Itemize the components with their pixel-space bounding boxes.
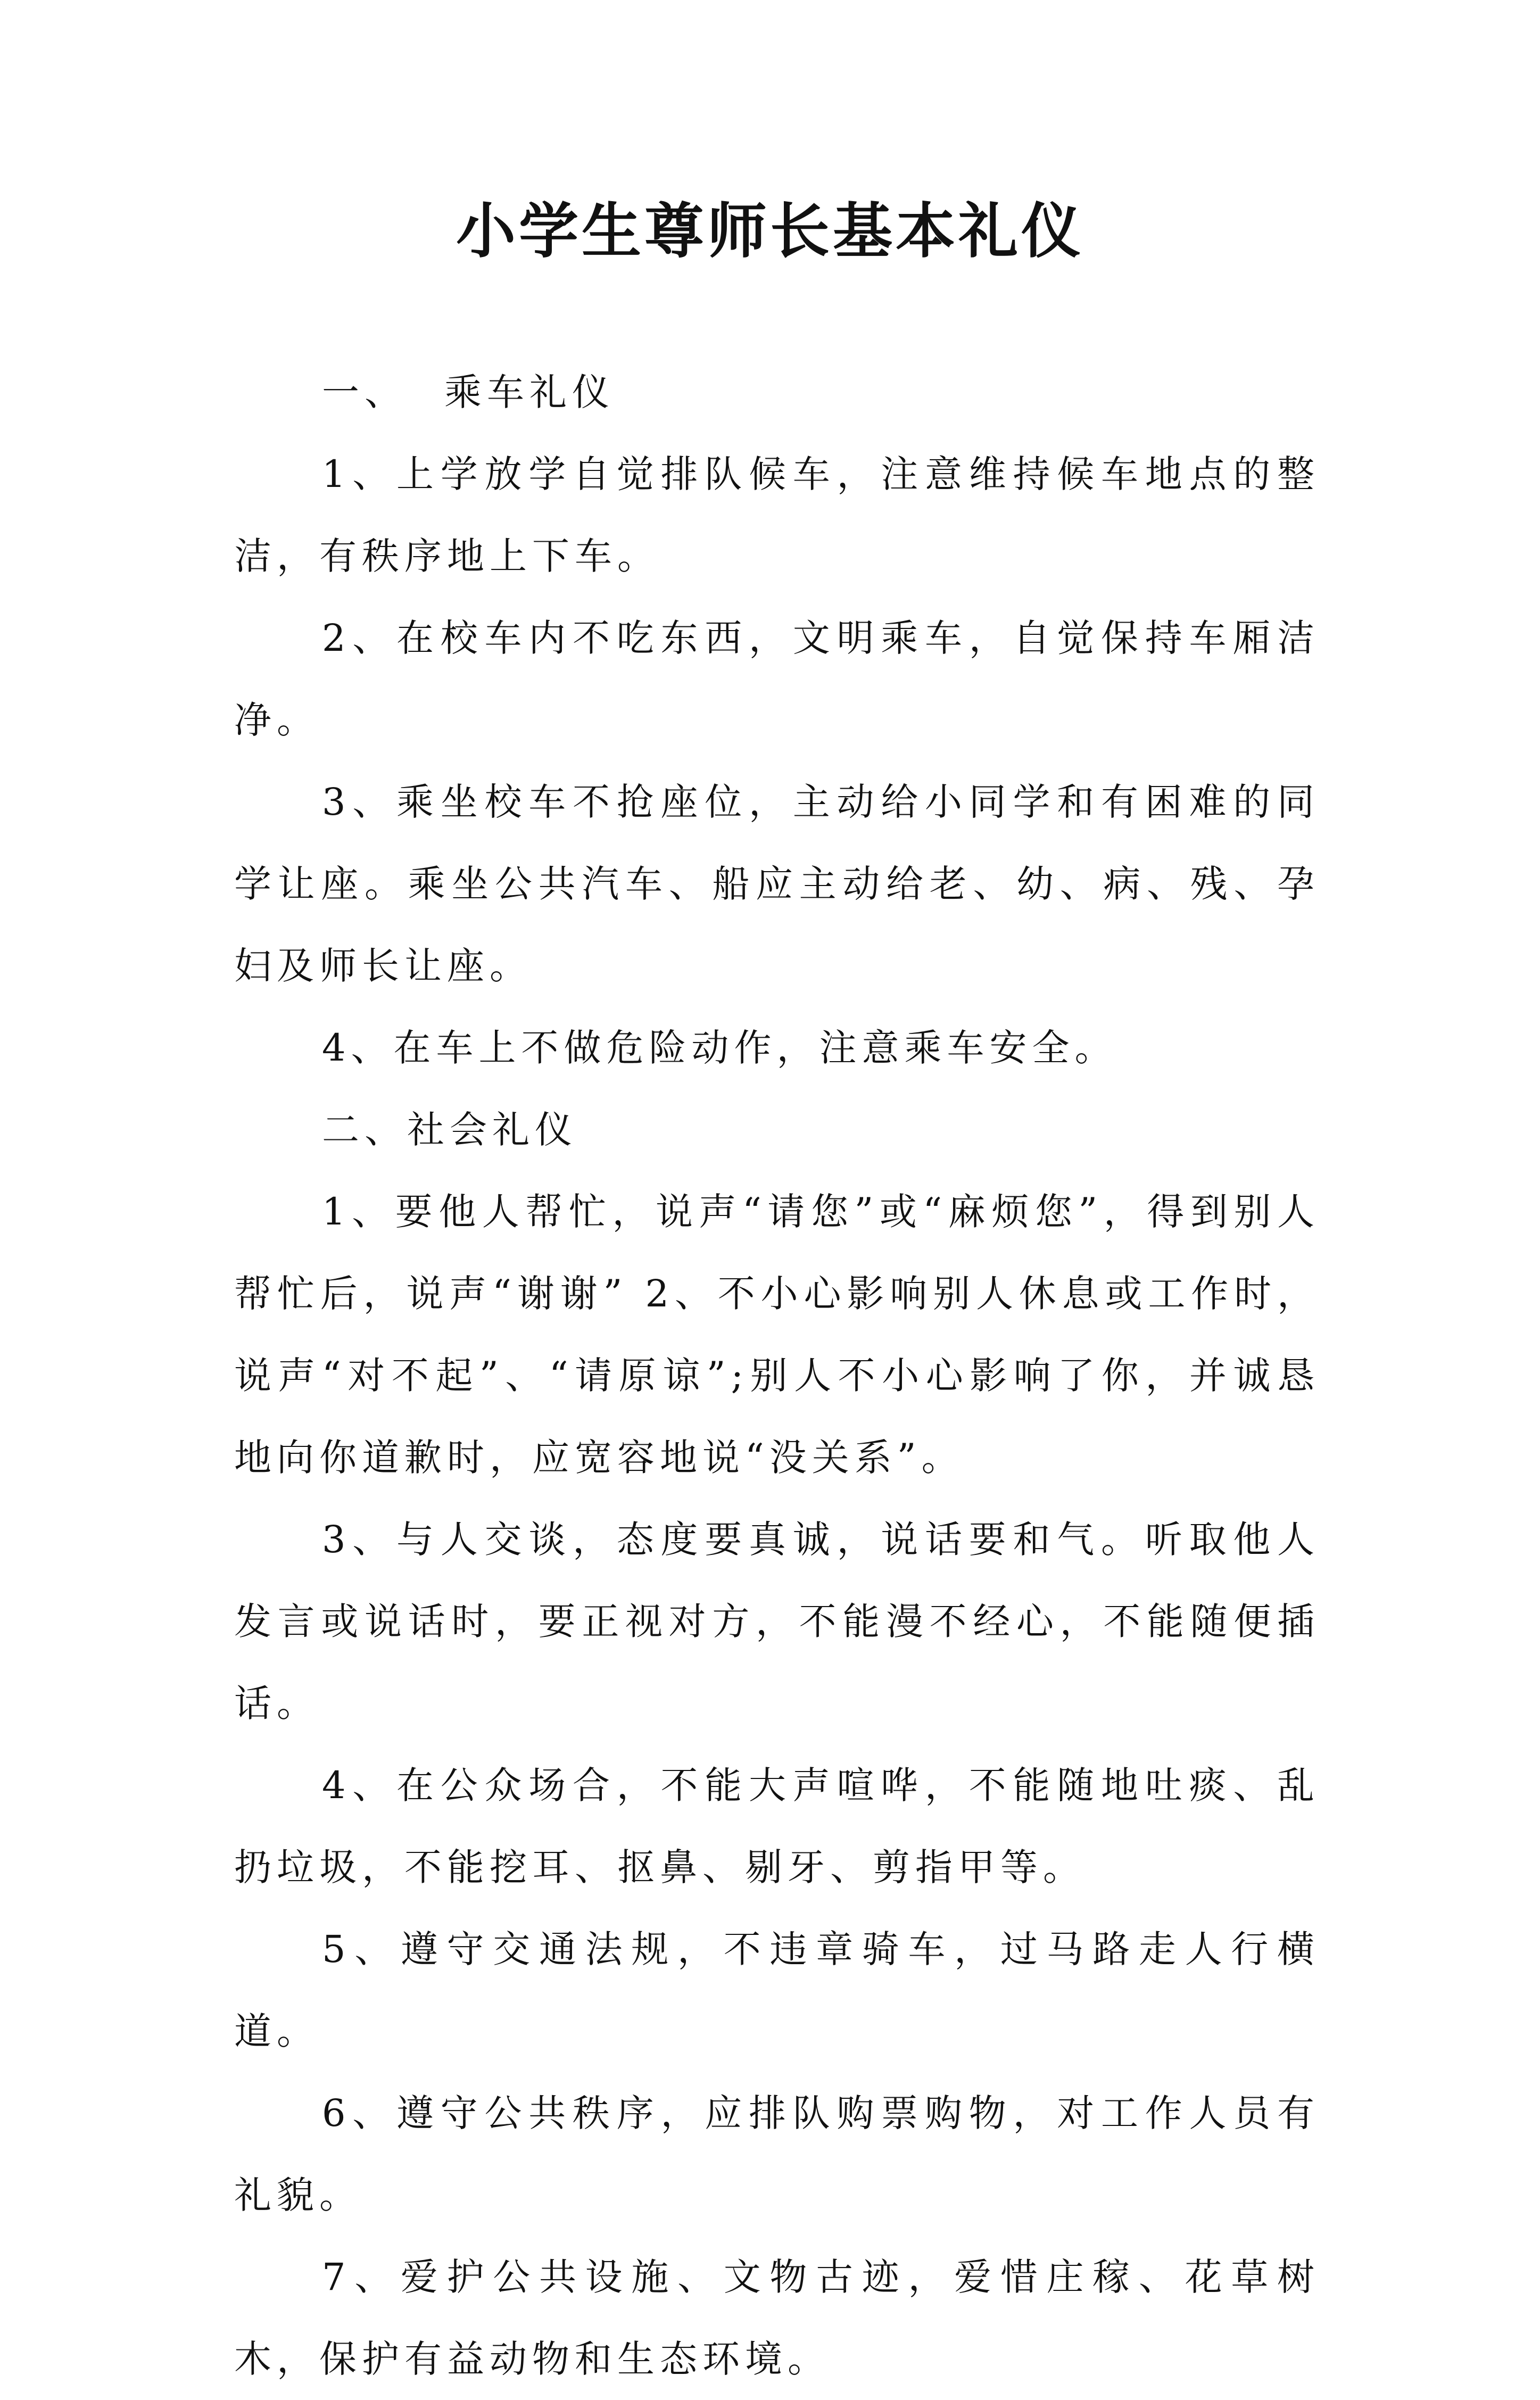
section-2-heading: 二、社会礼仪 (322, 1108, 577, 1152)
section-2-item-6: 6、遵守公共秩序，应排队购票购物，对工作人员有礼貌。 (234, 2091, 1320, 2217)
section-1-item-4: 4、在车上不做危险动作，注意乘车安全。 (322, 1026, 1117, 1070)
section-2-item-7: 7、爱护公共设施、文物古迹，爱惜庄稼、花草树木，保护有益动物和生态环境。 (234, 2255, 1320, 2381)
section-1-item-3: 3、乘坐校车不抢座位，主动给小同学和有困难的同学让座。乘坐公共汽车、船应主动给老、幼、病、残、孕妇及师长让座。 (234, 780, 1320, 988)
section-2-item-5: 5、遵守交通法规，不违章骑车，过马路走人行横道。 (234, 1927, 1320, 2053)
section-1-item-2: 2、在校车内不吃东西，文明乘车，自觉保持车厢洁净。 (234, 616, 1320, 742)
section-1-heading (234, 351, 1320, 433)
section-2-item-3: 3、与人交谈，态度要真诚，说话要和气。听取他人发言或说话时，要正视对方，不能漫不经心，不能随便插话。 (234, 1518, 1320, 1725)
section-1-item-1: 1、上学放学自觉排队候车，注意维持候车地点的整洁，有秩序地上下车。 (234, 452, 1320, 578)
section-1-title: 乘车礼仪 (444, 370, 615, 414)
document-body (234, 351, 1320, 2400)
section-1-number: 一、 (322, 370, 407, 414)
section-2-item-1: 1、要他人帮忙，说声“请您”或“麻烦您”，得到别人帮忙后，说声“谢谢” 2、不小心影响别人休息或工作时，说声“对不起”、“请原谅”;别人不小心影响了你，并诚恳地向你道歉时，应宽容地说“没关系”。 (234, 1190, 1320, 1479)
document-title: 小学生尊师长基本礼仪 (456, 196, 1084, 266)
section-2-item-4: 4、在公众场合，不能大声喧哗，不能随地吐痰、乱扔垃圾，不能挖耳、抠鼻、剔牙、剪指甲等。 (234, 1764, 1320, 1889)
